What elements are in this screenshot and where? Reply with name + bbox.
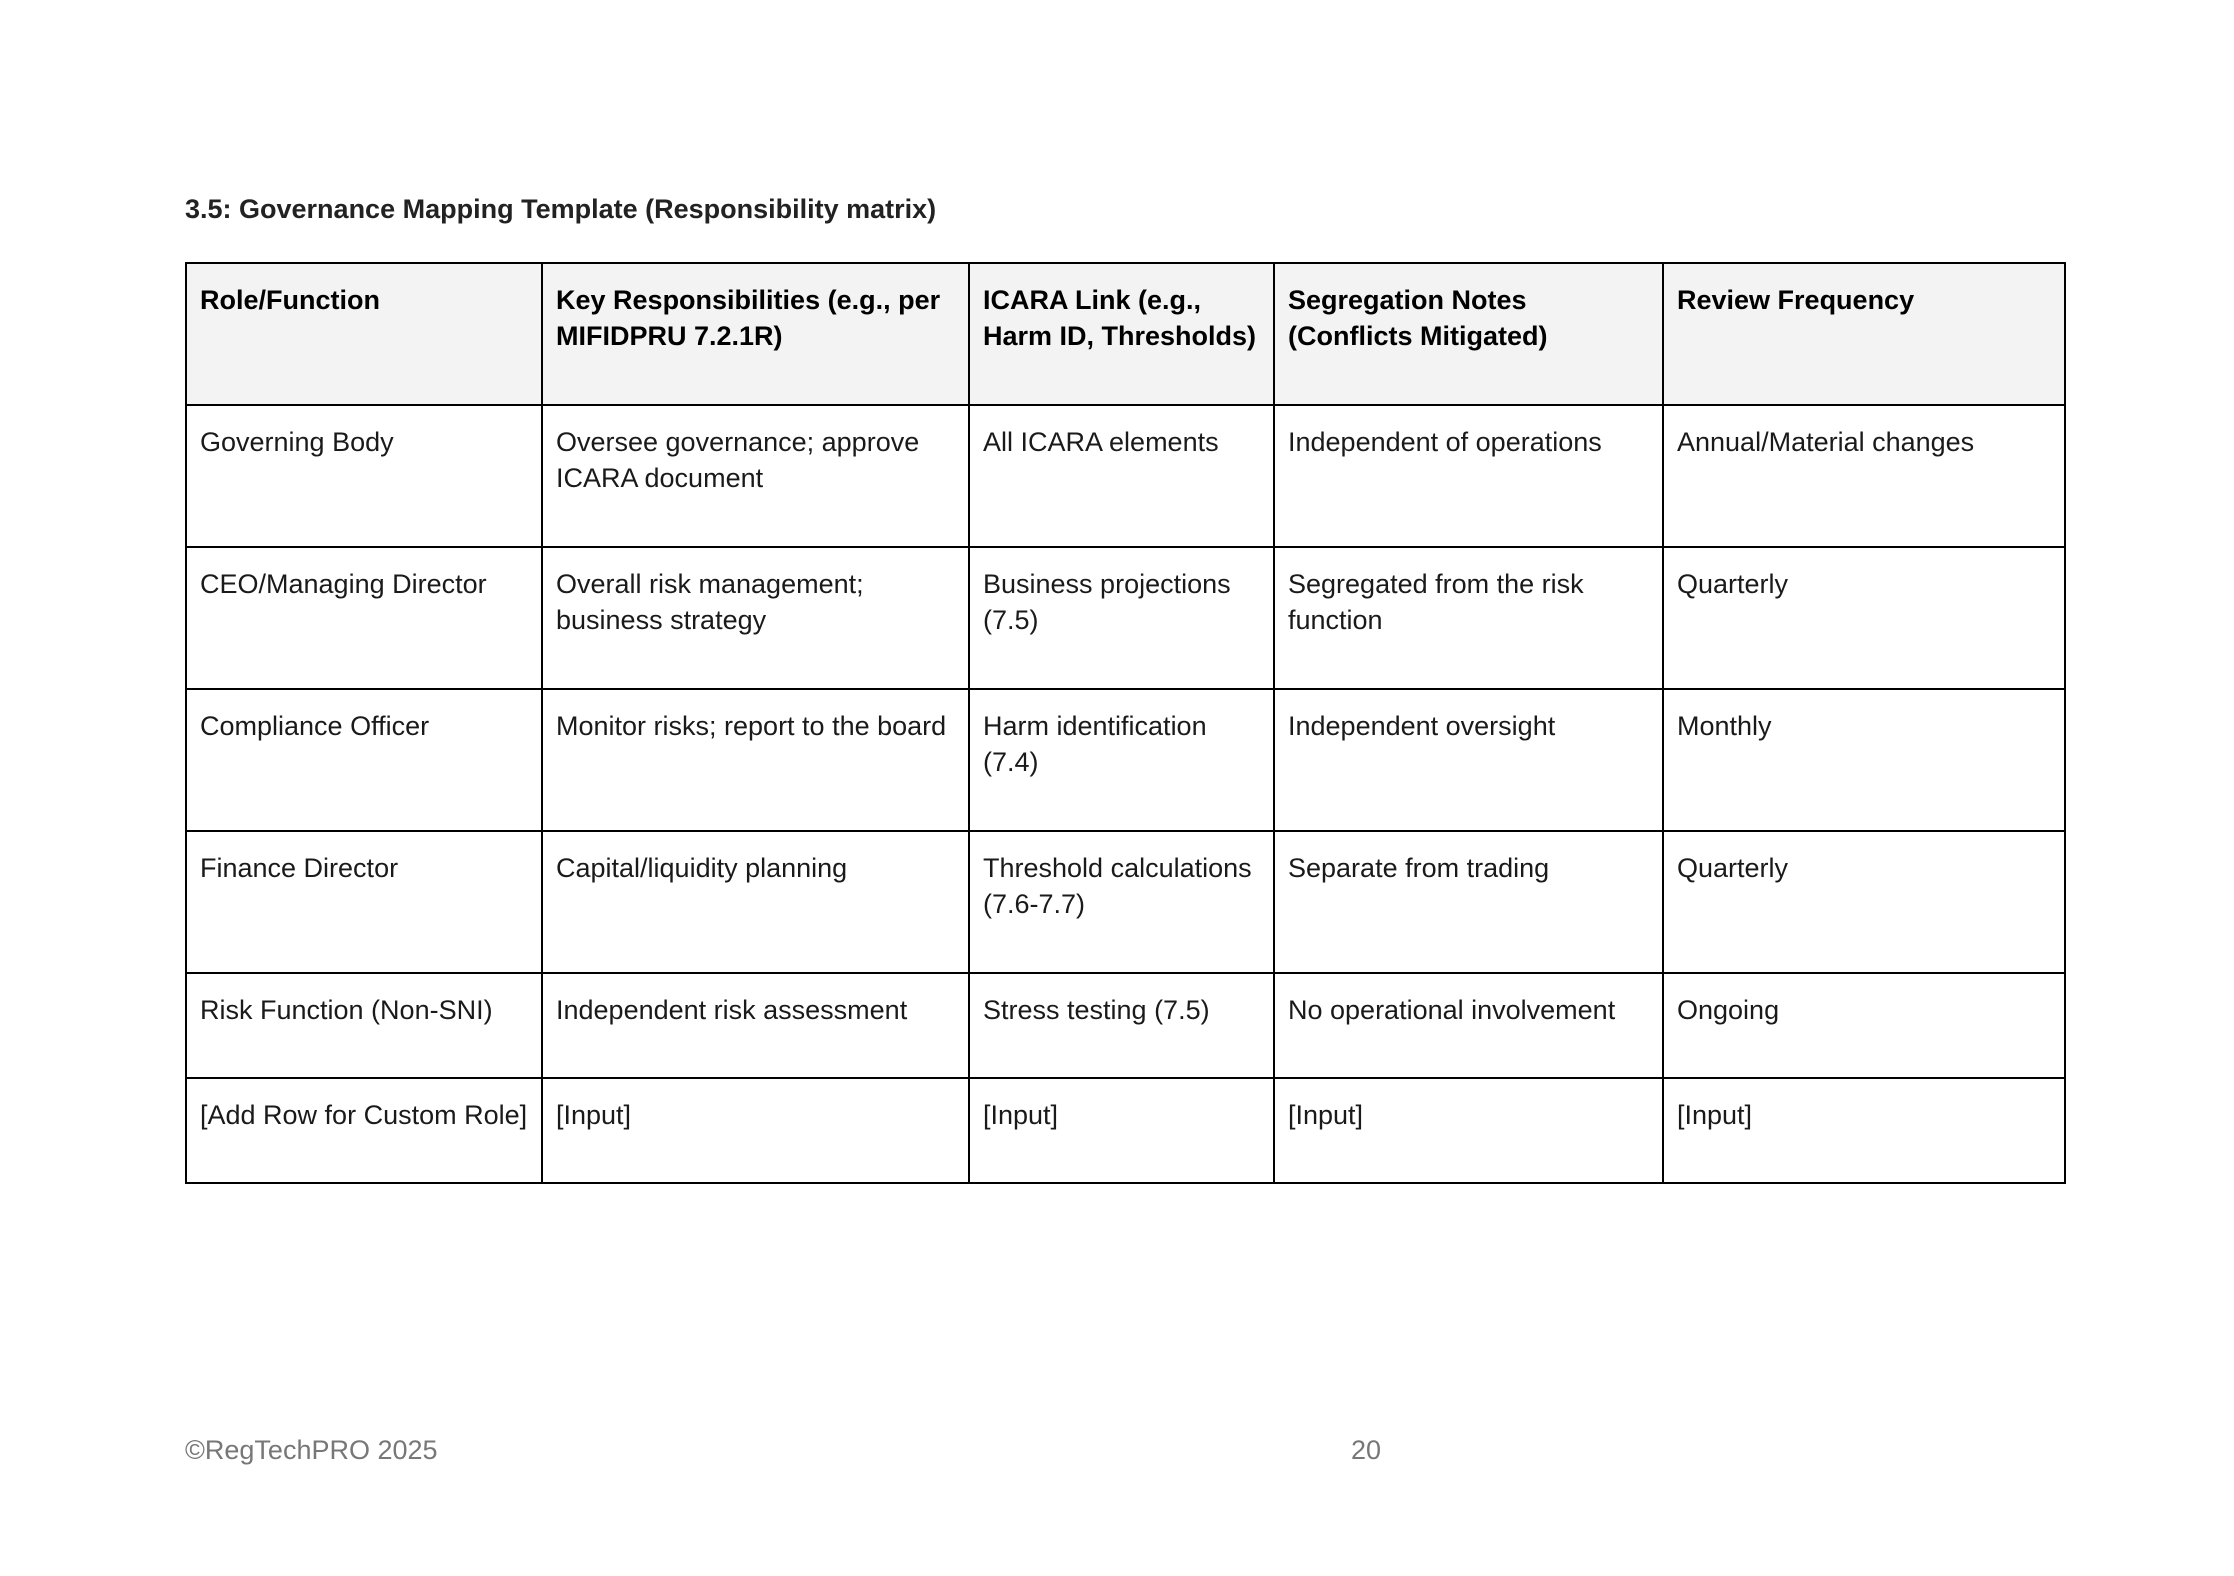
section-title: 3.5: Governance Mapping Template (Responsibility matrix)	[185, 194, 937, 224]
cell-role-function: CEO/Managing Director	[186, 547, 542, 689]
cell-key-responsibilities: Independent risk assessment	[542, 973, 969, 1078]
table-header-row	[186, 263, 2065, 405]
column-header-review-frequency: Review Frequency	[1663, 263, 2065, 405]
cell-icara-link: Harm identification (7.4)	[969, 689, 1274, 831]
cell-icara-link: Stress testing (7.5)	[969, 973, 1274, 1078]
cell-key-responsibilities: Capital/liquidity planning	[542, 831, 969, 973]
cell-icara-link: Threshold calculations (7.6-7.7)	[969, 831, 1274, 973]
table-row	[186, 973, 2065, 1078]
cell-review-frequency: [Input]	[1663, 1078, 2065, 1183]
cell-review-frequency: Monthly	[1663, 689, 2065, 831]
page-number: 20	[1351, 1435, 1382, 1465]
cell-icara-link: Business projections (7.5)	[969, 547, 1274, 689]
cell-segregation-notes: Segregated from the risk function	[1274, 547, 1663, 689]
cell-review-frequency: Ongoing	[1663, 973, 2065, 1078]
footer-copyright: ©RegTechPRO 2025	[185, 1435, 438, 1465]
cell-key-responsibilities: Overall risk management; business strategy	[542, 547, 969, 689]
cell-icara-link: All ICARA elements	[969, 405, 1274, 547]
cell-review-frequency: Quarterly	[1663, 831, 2065, 973]
cell-role-function: Compliance Officer	[186, 689, 542, 831]
column-header-segregation-notes: Segregation Notes (Conflicts Mitigated)	[1274, 263, 1663, 405]
cell-role-function: Finance Director	[186, 831, 542, 973]
cell-segregation-notes: No operational involvement	[1274, 973, 1663, 1078]
cell-role-function: [Add Row for Custom Role]	[186, 1078, 542, 1183]
column-header-key-responsibilities: Key Responsibilities (e.g., per MIFIDPRU 7.2.1R)	[542, 263, 969, 405]
governance-responsibility-matrix	[185, 262, 2066, 1184]
cell-icara-link: [Input]	[969, 1078, 1274, 1183]
cell-segregation-notes: Separate from trading	[1274, 831, 1663, 973]
column-header-role-function: Role/Function	[186, 263, 542, 405]
cell-segregation-notes: Independent oversight	[1274, 689, 1663, 831]
table-row	[186, 831, 2065, 973]
table-row	[186, 689, 2065, 831]
table-row	[186, 1078, 2065, 1183]
cell-review-frequency: Quarterly	[1663, 547, 2065, 689]
cell-review-frequency: Annual/Material changes	[1663, 405, 2065, 547]
table-row	[186, 405, 2065, 547]
cell-key-responsibilities: Monitor risks; report to the board	[542, 689, 969, 831]
cell-segregation-notes: [Input]	[1274, 1078, 1663, 1183]
table-row	[186, 547, 2065, 689]
cell-role-function: Risk Function (Non-SNI)	[186, 973, 542, 1078]
cell-segregation-notes: Independent of operations	[1274, 405, 1663, 547]
column-header-icara-link: ICARA Link (e.g., Harm ID, Thresholds)	[969, 263, 1274, 405]
cell-key-responsibilities: Oversee governance; approve ICARA document	[542, 405, 969, 547]
cell-key-responsibilities: [Input]	[542, 1078, 969, 1183]
cell-role-function: Governing Body	[186, 405, 542, 547]
